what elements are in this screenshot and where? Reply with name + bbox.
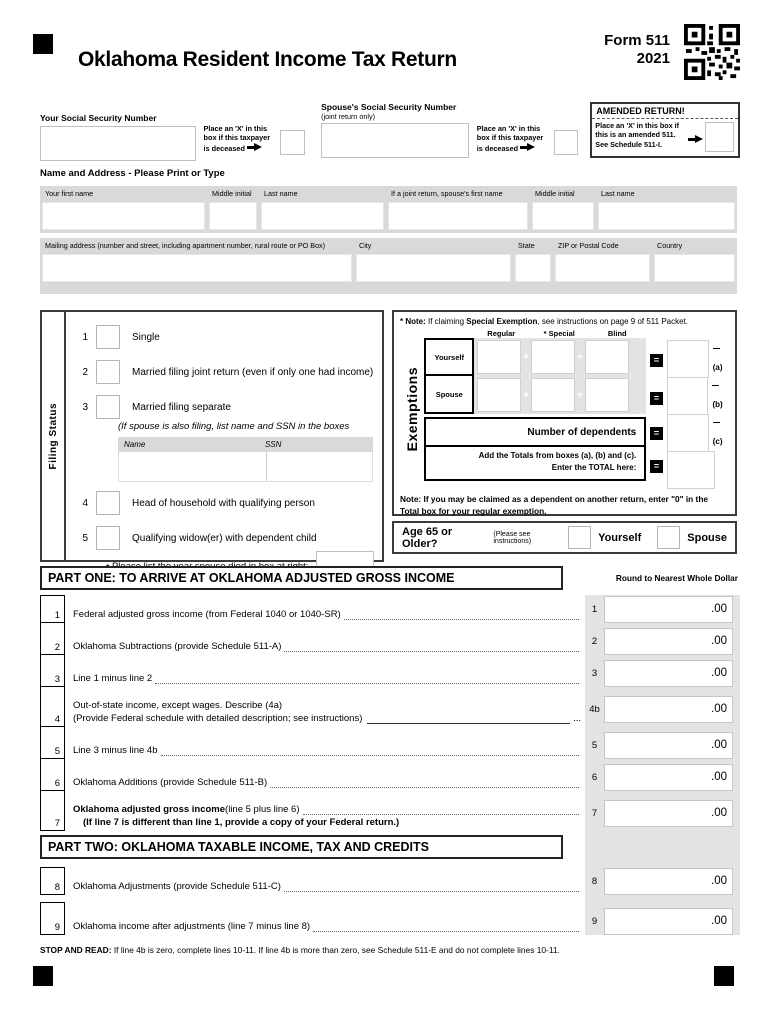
spouse-deceased-note: Place an 'X' in this box if this taxpayer is deceased	[476, 124, 544, 153]
plus-icon: +	[523, 389, 530, 401]
line-2-amount-input[interactable]: .00	[604, 628, 733, 655]
first-name-label: Your first name	[45, 189, 94, 198]
equals-icon: =	[650, 460, 663, 473]
age65-spouse-label: Spouse	[687, 531, 727, 544]
line-7-amount-input[interactable]: .00	[604, 800, 733, 827]
plus-icon: +	[577, 351, 583, 363]
qr-code-icon	[684, 24, 740, 80]
arrow-right-icon	[520, 143, 535, 152]
line-5-row: 5 Line 3 minus line 4b 5 .00	[40, 731, 740, 759]
line-4b-amount-input[interactable]: .00	[604, 696, 733, 723]
line-5-amount-input[interactable]: .00	[604, 732, 733, 759]
spouse-ssn-input[interactable]	[321, 123, 469, 158]
amended-return-box	[590, 102, 740, 158]
filing-status-box	[40, 310, 384, 562]
form-year: 2021	[636, 50, 670, 67]
registration-mark-bottom-left	[33, 966, 53, 986]
amended-return-title: AMENDED RETURN!	[592, 104, 738, 119]
spouse-deceased-checkbox[interactable]	[554, 130, 579, 155]
equals-icon: =	[650, 427, 663, 440]
exemptions-total-label: Add the Totals from boxes (a), (b) and (c). Enter the TOTAL here:	[424, 447, 646, 481]
age65-spouse-checkbox[interactable]	[657, 526, 680, 549]
amended-return-text: Place an 'X' in this box if this is an amended 511. See Schedule 511-I.	[595, 121, 679, 149]
filing-status-option-separate: 3 Married filing separate	[76, 395, 376, 419]
plus-icon: +	[577, 389, 583, 401]
yourself-regular-input[interactable]	[477, 340, 521, 374]
your-ssn-label: Your Social Security Number	[40, 113, 157, 123]
line-2-row: 2 Oklahoma Subtractions (provide Schedule 511-A) 2 .00	[40, 627, 740, 655]
address-row	[40, 238, 737, 294]
line-3-amount-input[interactable]: .00	[604, 660, 733, 687]
total-a-input[interactable]	[667, 340, 709, 378]
total-c-input[interactable]	[667, 414, 709, 452]
dependent-claim-note: Note: If you may be claimed as a dependent on another return, enter "0" in the Total box for your regular exemption.	[400, 494, 709, 517]
mailing-address-input[interactable]	[42, 254, 352, 282]
city-label: City	[359, 241, 372, 250]
spouse-middle-initial-label: Middle initial	[535, 189, 575, 198]
line-number: 8	[40, 867, 65, 895]
line-6-row: 6 Oklahoma Additions (provide Schedule 511-B) 6 .00	[40, 763, 740, 791]
spouse-ssn-header: SSN	[264, 440, 282, 449]
spouse-ssn-cell-input[interactable]	[267, 452, 372, 481]
line-9-row: 9 Oklahoma income after adjustments (line 7 minus line 8) 9 .00	[40, 907, 740, 935]
describe-4a-input[interactable]	[367, 723, 570, 724]
yourself-blind-input[interactable]	[585, 340, 629, 374]
your-deceased-note: Place an 'X' in this box if this taxpayer is deceased	[203, 124, 271, 153]
spouse-ssn-field-group	[321, 102, 469, 161]
separate-filing-note: (If spouse is also filing, list name and SSN in the boxes	[118, 421, 350, 432]
qualifying-widower-checkbox[interactable]	[96, 526, 120, 550]
head-of-household-checkbox[interactable]	[96, 491, 120, 515]
special-exemption-note: * Note: If claiming Special Exemption, see instructions on page 9 of 511 Packet.	[400, 317, 689, 326]
age-65-hint: (Please see instructions)	[493, 530, 532, 545]
last-name-label: Last name	[264, 189, 298, 198]
line-6-amount-input[interactable]: .00	[604, 764, 733, 791]
middle-initial-label: Middle initial	[212, 189, 252, 198]
spouse-first-name-label: If a joint return, spouse's first name	[391, 189, 503, 198]
exemptions-label: Exemptions	[404, 366, 421, 452]
line-number: 3	[40, 654, 65, 687]
filing-status-option-joint: 2 Married filing joint return (even if only one had income)	[76, 360, 376, 384]
exemptions-spouse-row: Spouse + +	[424, 376, 646, 414]
line-1-amount-input[interactable]: .00	[604, 596, 733, 623]
yourself-special-input[interactable]	[531, 340, 575, 374]
mailing-address-label: Mailing address (number and street, including apartment number, rural route or PO Box)	[45, 241, 326, 250]
filing-status-option-widower: 5 Qualifying widow(er) with dependent child	[76, 526, 376, 550]
name-address-section	[40, 168, 737, 294]
exemptions-yourself-row: Yourself + +	[424, 338, 646, 376]
page-title: Oklahoma Resident Income Tax Return	[78, 48, 457, 71]
equals-column	[646, 329, 667, 489]
your-deceased-checkbox[interactable]	[280, 130, 305, 155]
exemptions-box	[392, 310, 737, 516]
first-name-input[interactable]	[42, 202, 205, 230]
zip-input[interactable]	[555, 254, 650, 282]
line-1-row: 1 Federal adjusted gross income (from Federal 1040 or 1040-SR) 1 .00	[40, 595, 740, 623]
line-number: 9	[40, 902, 65, 935]
line-9-amount-input[interactable]: .00	[604, 908, 733, 935]
married-separate-checkbox[interactable]	[96, 395, 120, 419]
your-ssn-field-group	[40, 102, 196, 161]
country-input[interactable]	[654, 254, 735, 282]
spouse-last-name-input[interactable]	[598, 202, 735, 230]
line-4-row: 4 Out-of-state income, except wages. Describe (4a) (Provide Federal schedule with detailed description; see instructions) ... 4b .00	[40, 691, 740, 727]
age-65-question: Age 65 or Older?	[402, 525, 453, 550]
special-column-header: * Special	[543, 329, 575, 338]
part-one-title: PART ONE: TO ARRIVE AT OKLAHOMA ADJUSTED GROSS INCOME	[40, 566, 563, 590]
filing-status-option-single: 1 Single	[76, 325, 376, 349]
state-input[interactable]	[515, 254, 551, 282]
spouse-name-header: Name	[124, 440, 146, 449]
single-checkbox[interactable]	[96, 325, 120, 349]
arrow-right-icon	[688, 135, 703, 144]
total-b-input[interactable]	[667, 377, 709, 415]
spouse-regular-input[interactable]	[477, 378, 521, 412]
spouse-name-cell-input[interactable]	[119, 452, 267, 481]
age65-yourself-checkbox[interactable]	[568, 526, 591, 549]
your-ssn-input[interactable]	[40, 126, 196, 161]
line-3-row: 3 Line 1 minus line 2 3 .00	[40, 659, 740, 687]
header	[40, 24, 740, 80]
line-number: 6	[40, 758, 65, 791]
state-label: State	[518, 241, 535, 250]
middle-initial-input[interactable]	[209, 202, 257, 230]
age65-yourself-label: Yourself	[598, 531, 642, 544]
country-label: Country	[657, 241, 683, 250]
city-input[interactable]	[356, 254, 511, 282]
line-8-amount-input[interactable]: .00	[604, 868, 733, 895]
form-id	[592, 32, 670, 68]
label-b: (b)	[712, 385, 729, 409]
name-address-title: Name and Address - Please Print or Type	[40, 168, 225, 179]
spouse-ssn-sublabel: (joint return only)	[321, 112, 376, 121]
line-number: 7	[40, 790, 65, 831]
form-number: Form 511	[604, 32, 670, 49]
spouse-first-name-input[interactable]	[388, 202, 528, 230]
round-to-dollar-label: Round to Nearest Whole Dollar	[615, 573, 738, 583]
name-row	[40, 186, 737, 233]
income-sections	[40, 566, 740, 955]
regular-column-header: Regular	[487, 329, 516, 338]
label-a: (a)	[713, 348, 729, 372]
amended-return-checkbox[interactable]	[705, 122, 734, 152]
ssn-section	[40, 102, 740, 161]
grand-total-input[interactable]	[667, 451, 715, 489]
married-joint-checkbox[interactable]	[96, 360, 120, 384]
line-number: 4	[40, 686, 65, 727]
part-two-title: PART TWO: OKLAHOMA TAXABLE INCOME, TAX AND CREDITS	[40, 835, 563, 859]
spouse-middle-initial-input[interactable]	[532, 202, 594, 230]
spouse-last-name-label: Last name	[601, 189, 635, 198]
line-number: 1	[40, 595, 65, 623]
arrow-right-icon	[247, 143, 262, 152]
line-8-row: 8 Oklahoma Adjustments (provide Schedule 511-C) 8 .00	[40, 867, 740, 895]
spouse-blind-input[interactable]	[585, 378, 629, 412]
exemptions-totals-column	[667, 329, 729, 489]
equals-icon: =	[650, 354, 663, 367]
spouse-special-input[interactable]	[531, 378, 575, 412]
age-65-box	[392, 521, 737, 554]
line-number: 2	[40, 622, 65, 655]
blind-column-header: Blind	[607, 329, 627, 338]
exemptions-column-headers	[472, 329, 646, 338]
label-c: (c)	[713, 422, 729, 446]
zip-label: ZIP or Postal Code	[558, 241, 619, 250]
spouse-name-ssn-table	[118, 437, 373, 482]
last-name-input[interactable]	[261, 202, 384, 230]
filing-status-label: Filing Status	[47, 402, 59, 470]
equals-icon: =	[650, 392, 663, 405]
registration-mark-bottom-right	[714, 966, 734, 986]
number-of-dependents-label: Number of dependents	[424, 417, 646, 447]
plus-icon: +	[523, 351, 530, 363]
spouse-ssn-label: Spouse's Social Security Number	[321, 102, 457, 112]
filing-status-option-hoh: 4 Head of household with qualifying person	[76, 491, 376, 515]
stop-and-read-note: STOP AND READ: If line 4b is zero, complete lines 10-11. If line 4b is more than zero, see Schedule 511-E and do not complete lines 10-11.	[40, 945, 560, 955]
line-number: 5	[40, 726, 65, 759]
line-7-row: 7 Oklahoma adjusted gross income (line 5 plus line 6) (If line 7 is different than line 1, provide a copy of your Federal return.) 7 .00	[40, 795, 740, 831]
